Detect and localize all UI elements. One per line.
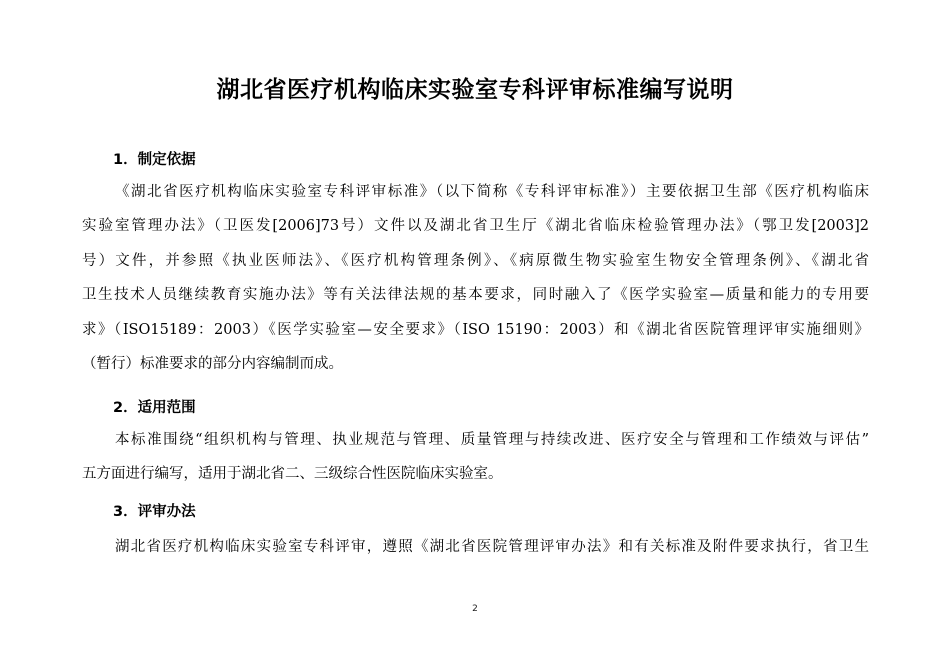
paragraph-line: 五方面进行编写，适用于湖北省二、三级综合性医院临床实验室。 bbox=[82, 466, 503, 483]
section-heading-scope: 2．适用范围 bbox=[113, 400, 196, 416]
paragraph-line: （暂行）标准要求的部分内容编制而成。 bbox=[82, 356, 343, 373]
paragraph-line: 实验室管理办法》（卫医发[2006]73号）文件以及湖北省卫生厅《湖北省临床检验管理办法》（鄂卫发[2003]2 bbox=[82, 218, 869, 235]
paragraph-line: 本标准围绕“组织机构与管理、执业规范与管理、质量管理与持续改进、医疗安全与管理和工作绩效与评估” bbox=[115, 432, 869, 448]
paragraph-line: 卫生技术人员继续教育实施办法》等有关法律法规的基本要求，同时融入了《医学实验室—质量和能力的专用要 bbox=[82, 287, 869, 304]
section-body-scope bbox=[82, 423, 869, 492]
page-number: 2 bbox=[472, 604, 478, 614]
section-heading-basis: 1．制定依据 bbox=[113, 152, 196, 168]
section-body-method bbox=[82, 530, 869, 564]
paragraph-line: 《湖北省医疗机构临床实验室专科评审标准》（以下简称《专科评审标准》）主要依据卫生部《医疗机构临床 bbox=[115, 184, 869, 200]
paragraph-line: 号）文件，并参照《执业医师法》、《医疗机构管理条例》、《病原微生物实验室生物安全管理条例》、《湖北省 bbox=[82, 252, 869, 269]
document-title: 湖北省医疗机构临床实验室专科评审标准编写说明 bbox=[216, 77, 734, 103]
section-heading-method: 3．评审办法 bbox=[113, 504, 196, 520]
paragraph-line: 求》（ISO15189：2003）《医学实验室—安全要求》（ISO 15190：2003）和《湖北省医院管理评审实施细则》 bbox=[82, 321, 869, 338]
section-body-basis bbox=[82, 175, 869, 381]
paragraph-line: 湖北省医疗机构临床实验室专科评审，遵照《湖北省医院管理评审办法》和有关标准及附件要求执行，省卫生 bbox=[115, 539, 869, 555]
